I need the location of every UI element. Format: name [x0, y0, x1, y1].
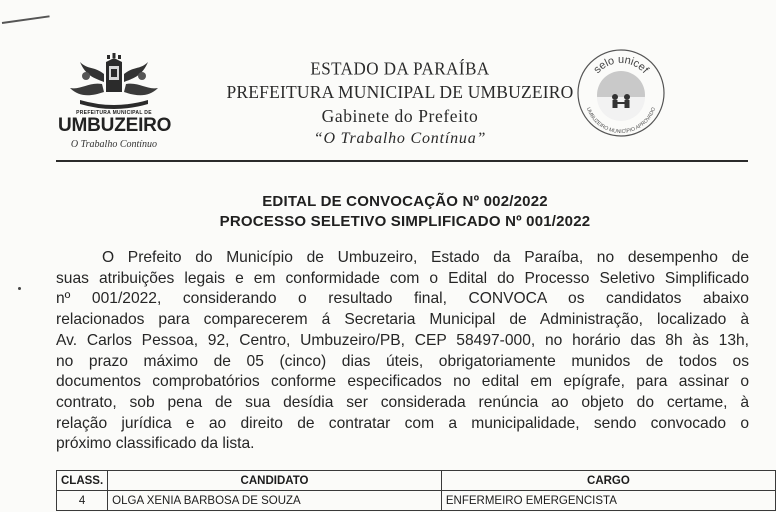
paragraph-line: relacionados para comparecerem á Secretaria Municipal de Administração, localizado à	[56, 311, 749, 329]
scan-dot	[18, 287, 21, 290]
motto: “O Trabalho Contínua”	[313, 130, 487, 147]
edital-title: EDITAL DE CONVOCAÇÃO Nº 002/2022	[262, 193, 548, 210]
seal-ring-text: UMBUZEIRO MUNICÍPIO APROVADO	[584, 106, 658, 136]
letterhead	[200, 58, 600, 150]
logo-name: UMBUZEIRO	[58, 115, 172, 136]
column-header-position: CARGO	[441, 471, 775, 491]
paragraph-line: documentos comprobatórios conforme especificados no edital em epígrafe, para assinar o	[56, 373, 749, 391]
paragraph-line: relação jurídica e ao direito de contratar com a municipalidade, sendo convocado o	[56, 414, 749, 432]
municipal-logo	[58, 52, 170, 152]
paragraph-line: nº 001/2022, considerando o resultado final, CONVOCA os candidatos abaixo	[56, 290, 749, 308]
prefeitura-name: PREFEITURA MUNICIPAL DE UMBUZEIRO	[226, 82, 574, 102]
candidates-table	[56, 470, 776, 511]
column-header-candidate: CANDIDATO	[108, 471, 442, 491]
crest-icon	[66, 52, 162, 112]
column-header-class: CLASS.	[57, 471, 108, 491]
cell-candidate: OLGA XENIA BARBOSA DE SOUZA	[108, 491, 442, 511]
paragraph-line: próximo classificado da lista.	[56, 435, 255, 453]
paragraph-line: suas atribuições legais e em conformidade com o Edital do Processo Seletivo Simplificado	[56, 269, 749, 287]
paragraph-line: Av. Carlos Pessoa, 92, Centro, Umbuzeiro/PB, CEP 58497-000, no horário das 8h às 13h,	[56, 331, 749, 349]
unicef-seal-icon	[575, 47, 667, 139]
paragraph-line: no prazo máximo de 05 (cinco) dias úteis, obrigatoriamente munidos de todos os	[56, 352, 749, 370]
header-divider	[56, 160, 748, 162]
seal-top-text: selo unicef	[591, 54, 651, 76]
paragraph-line: contrato, sob pena de sua desídia ser considerada renúncia ao objeto do certame, à	[56, 393, 749, 411]
scan-mark	[2, 15, 50, 24]
process-title: PROCESSO SELETIVO SIMPLIFICADO Nº 001/2022	[219, 213, 591, 230]
cell-class: 4	[57, 491, 108, 511]
logo-slogan: O Trabalho Contínuo	[70, 139, 158, 150]
table-header-row	[57, 471, 776, 491]
paragraph-line: O Prefeito do Município de Umbuzeiro, Estado da Paraíba, no desempenho de	[102, 249, 749, 266]
document-titles	[60, 192, 750, 232]
logo-small-text: PREFEITURA MUNICIPAL DE	[76, 110, 152, 116]
state-name: ESTADO DA PARAÍBA	[310, 58, 490, 79]
gabinete-name: Gabinete do Prefeito	[321, 106, 479, 126]
cell-position: ENFERMEIRO EMERGENCISTA	[441, 491, 775, 511]
table-row	[57, 491, 776, 511]
convocation-paragraph	[56, 248, 749, 455]
